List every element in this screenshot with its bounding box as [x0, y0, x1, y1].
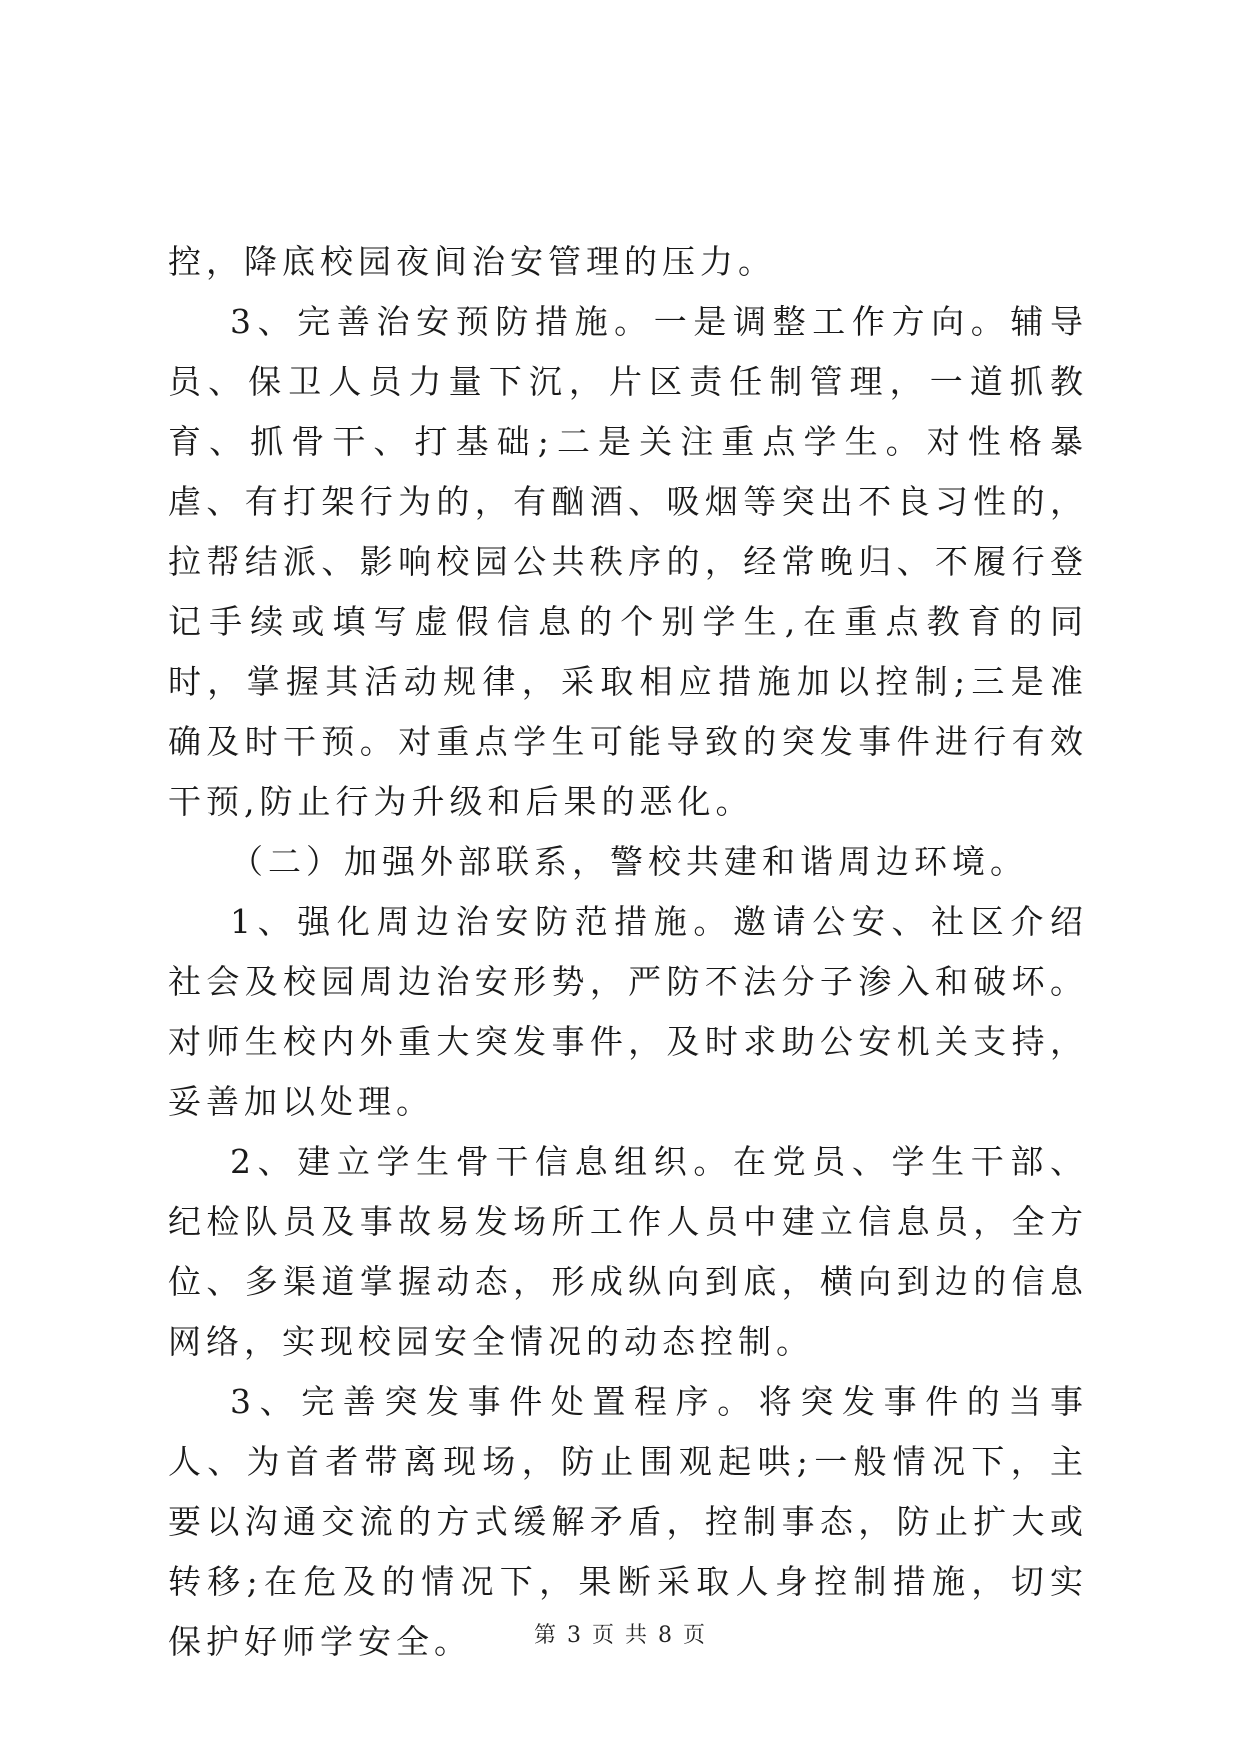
paragraph-continuation: 控，降底校园夜间治安管理的压力。 — [168, 242, 776, 281]
document-body — [168, 232, 1088, 1672]
paragraph-security-prevention: 3、完善治安预防措施。一是调整工作方向。辅导员、保卫人员力量下沉，片区责任制管理，一道抓教育、抓骨干、打基础;二是关注重点学生。对性格暴虐、有打架行为的，有酗酒、吸烟等突出不良习性的，拉帮结派、影响校园公共秩序的，经常晚归、不履行登记手续或填写虚假信息的个别学生,在重点教育的同时，掌握其活动规律，采取相应措施加以控制;三是准确及时干预。对重点学生可能导致的突发事件进行有效干预,防止行为升级和后果的恶化。 — [168, 302, 1088, 821]
paragraph-emergency-procedure: 3、完善突发事件处置程序。将突发事件的当事人、为首者带离现场，防止围观起哄;一般情况下，主要以沟通交流的方式缓解矛盾，控制事态，防止扩大或转移;在危及的情况下，果断采取人身控制措施，切实保护好师学安全。 — [168, 1382, 1088, 1661]
page-number-footer: 第 3 页 共 8 页 — [534, 1623, 707, 1648]
paragraph-student-info-network: 2、建立学生骨干信息组织。在党员、学生干部、纪检队员及事故易发场所工作人员中建立信息员，全方位、多渠道掌握动态，形成纵向到底，横向到边的信息网络，实现校园安全情况的动态控制。 — [168, 1142, 1088, 1361]
section-heading-external-liaison: （二）加强外部联系，警校共建和谐周边环境。 — [230, 842, 1028, 881]
paragraph-surrounding-security: 1、强化周边治安防范措施。邀请公安、社区介绍社会及校园周边治安形势，严防不法分子渗入和破坏。对师生校内外重大突发事件，及时求助公安机关支持，妥善加以处理。 — [168, 902, 1088, 1121]
